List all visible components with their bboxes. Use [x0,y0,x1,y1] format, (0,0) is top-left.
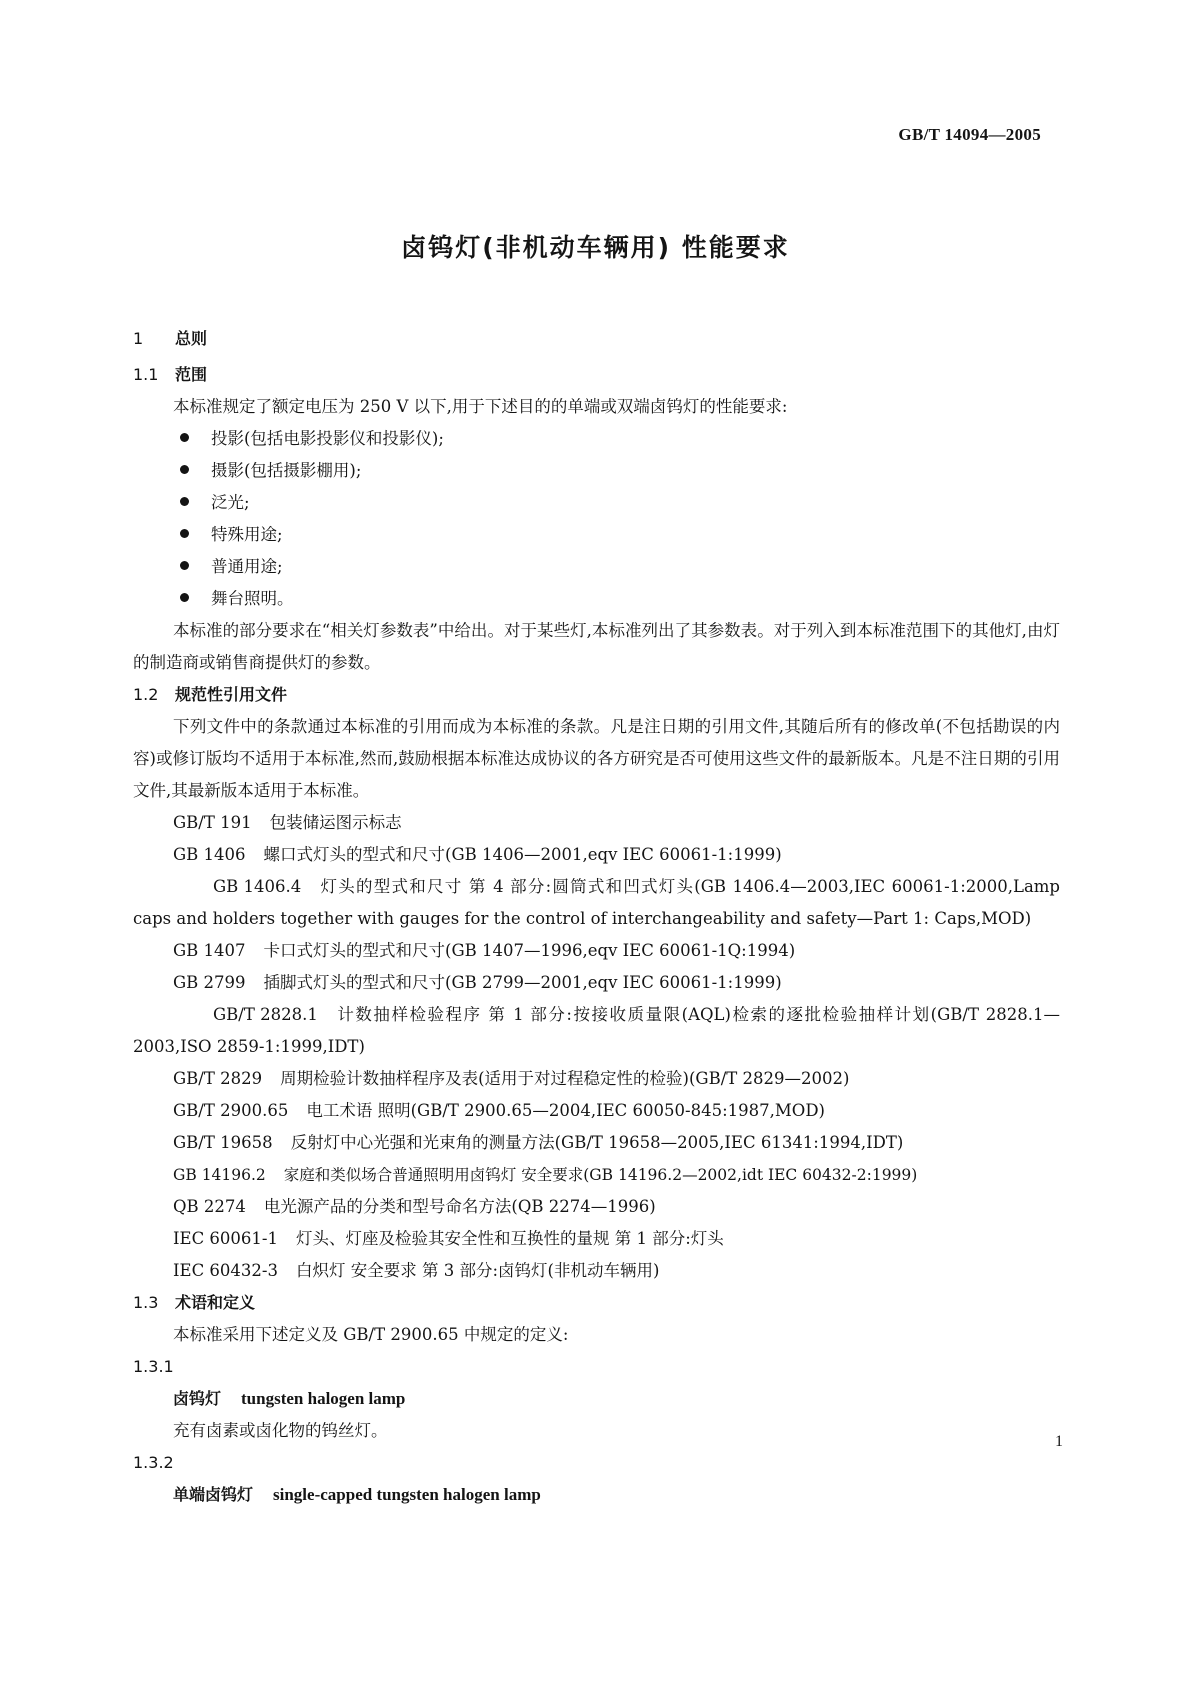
section-title: 术语和定义 [175,1293,256,1312]
section-number: 1.2 [133,685,159,704]
reference-code: GB/T 2829 [173,1069,263,1088]
reference-code: IEC 60061-1 [173,1229,278,1248]
reference-item [133,871,1060,935]
section-title: 规范性引用文件 [175,685,288,704]
bullet-icon [180,433,189,442]
reference-title: 白炽灯 安全要求 第 3 部分:卤钨灯(非机动车辆用) [296,1261,660,1280]
reference-code: GB 1407 [173,941,246,960]
standard-number: GB/T 14094—2005 [898,125,1041,144]
reference-item [133,1095,1060,1127]
section-number: 1.3 [133,1293,159,1312]
reference-item [133,839,1060,871]
reference-code: GB 14196.2 [173,1166,266,1184]
reference-code: IEC 60432-3 [173,1261,278,1280]
reference-item [133,807,1060,839]
section-1-2-heading [133,679,1060,711]
reference-item [133,999,1060,1063]
references-paragraph: 下列文件中的条款通过本标准的引用而成为本标准的条款。凡是注日期的引用文件,其随后所有的修改单(不包括勘误的内容)或修订版均不适用于本标准,然而,鼓励根据本标准达成协议的各方研究是否可使用这些文件的最新版本。凡是不注日期的引用文件,其最新版本适用于本标准。 [133,717,1060,800]
section-1-1-heading [133,359,1060,391]
term-chinese: 卤钨灯 [173,1389,222,1408]
reference-code: GB/T 19658 [173,1133,273,1152]
term-heading [133,1479,1060,1511]
bullet-icon [180,561,189,570]
list-item-text: 投影(包括电影投影仪和投影仪); [211,429,444,448]
reference-item [133,1127,1060,1159]
list-item-text: 舞台照明。 [211,589,294,608]
reference-code: GB/T 191 [173,813,252,832]
reference-item [133,1159,1060,1191]
list-item [133,551,1060,583]
reference-item [133,1191,1060,1223]
reference-item [133,1063,1060,1095]
definitions-intro: 本标准采用下述定义及 GB/T 2900.65 中规定的定义: [173,1325,569,1344]
bullet-icon [180,497,189,506]
section-number: 1 [133,329,144,348]
reference-title: 灯头、灯座及检验其安全性和互换性的量规 第 1 部分:灯头 [296,1229,724,1248]
reference-code: GB 1406 [173,845,246,864]
reference-title: 卡口式灯头的型式和尺寸(GB 1407—1996,eqv IEC 60061-1Q:1994) [263,941,796,960]
list-item [133,455,1060,487]
list-item-text: 特殊用途; [211,525,283,544]
bullet-icon [180,593,189,602]
section-1-3-heading [133,1287,1060,1319]
bullet-icon [180,529,189,538]
section-title: 总则 [175,329,208,348]
list-item [133,519,1060,551]
list-item [133,487,1060,519]
document-title: 卤钨灯(非机动车辆用) 性能要求 [401,233,790,262]
term-number: 1.3.2 [133,1453,174,1472]
reference-title: 灯头的型式和尺寸 第 4 部分:圆筒式和凹式灯头(GB 1406.4—2003,IEC 60061-1:2000,Lamp caps and holders together with gauges for the control of interchangeability and safety—Part 1: Caps,MOD) [133,877,1060,928]
reference-code: QB 2274 [173,1197,246,1216]
reference-title: 包装储运图示标志 [269,813,402,832]
reference-item [133,935,1060,967]
list-item [133,583,1060,615]
document-body [133,323,1060,1511]
reference-code: GB 2799 [173,973,246,992]
scope-paragraph: 本标准的部分要求在“相关灯参数表”中给出。对于某些灯,本标准列出了其参数表。对于列入到本标准范围下的其他灯,由灯的制造商或销售商提供灯的参数。 [133,621,1060,672]
reference-title: 插脚式灯头的型式和尺寸(GB 2799—2001,eqv IEC 60061-1:1999) [263,973,782,992]
reference-title: 周期检验计数抽样程序及表(适用于对过程稳定性的检验)(GB/T 2829—2002) [280,1069,850,1088]
reference-title: 螺口式灯头的型式和尺寸(GB 1406—2001,eqv IEC 60061-1:1999) [263,845,782,864]
reference-item [133,1255,1060,1287]
page-number: 1 [1055,1433,1063,1450]
list-item-text: 普通用途; [211,557,283,576]
term-chinese: 单端卤钨灯 [173,1485,254,1504]
term-definition: 充有卤素或卤化物的钨丝灯。 [173,1421,388,1440]
reference-title: 反射灯中心光强和光束角的测量方法(GB/T 19658—2005,IEC 61341:1994,IDT) [290,1133,904,1152]
list-item-text: 泛光; [211,493,250,512]
reference-title: 家庭和类似场合普通照明用卤钨灯 安全要求(GB 14196.2—2002,idt IEC 60432-2:1999) [283,1166,918,1184]
section-number: 1.1 [133,365,159,384]
reference-title: 计数抽样检验程序 第 1 部分:按接收质量限(AQL)检索的逐批检验抽样计划(GB/T 2828.1—2003,ISO 2859-1:1999,IDT) [133,1005,1060,1056]
reference-title: 电工术语 照明(GB/T 2900.65—2004,IEC 60050-845:1987,MOD) [306,1101,825,1120]
bullet-icon [180,465,189,474]
scope-intro: 本标准规定了额定电压为 250 V 以下,用于下述目的的单端或双端卤钨灯的性能要求: [173,397,788,416]
reference-item [133,967,1060,999]
list-item [133,423,1060,455]
term-english: single-capped tungsten halogen lamp [273,1485,541,1504]
section-title: 范围 [175,365,208,384]
term-english: tungsten halogen lamp [241,1389,406,1408]
term-number: 1.3.1 [133,1357,174,1376]
reference-item [133,1223,1060,1255]
reference-code: GB 1406.4 [213,877,302,896]
section-1-heading [133,323,1060,355]
reference-title: 电光源产品的分类和型号命名方法(QB 2274—1996) [263,1197,656,1216]
list-item-text: 摄影(包括摄影棚用); [211,461,362,480]
term-heading [133,1383,1060,1415]
reference-code: GB/T 2900.65 [173,1101,289,1120]
reference-code: GB/T 2828.1 [213,1005,318,1024]
